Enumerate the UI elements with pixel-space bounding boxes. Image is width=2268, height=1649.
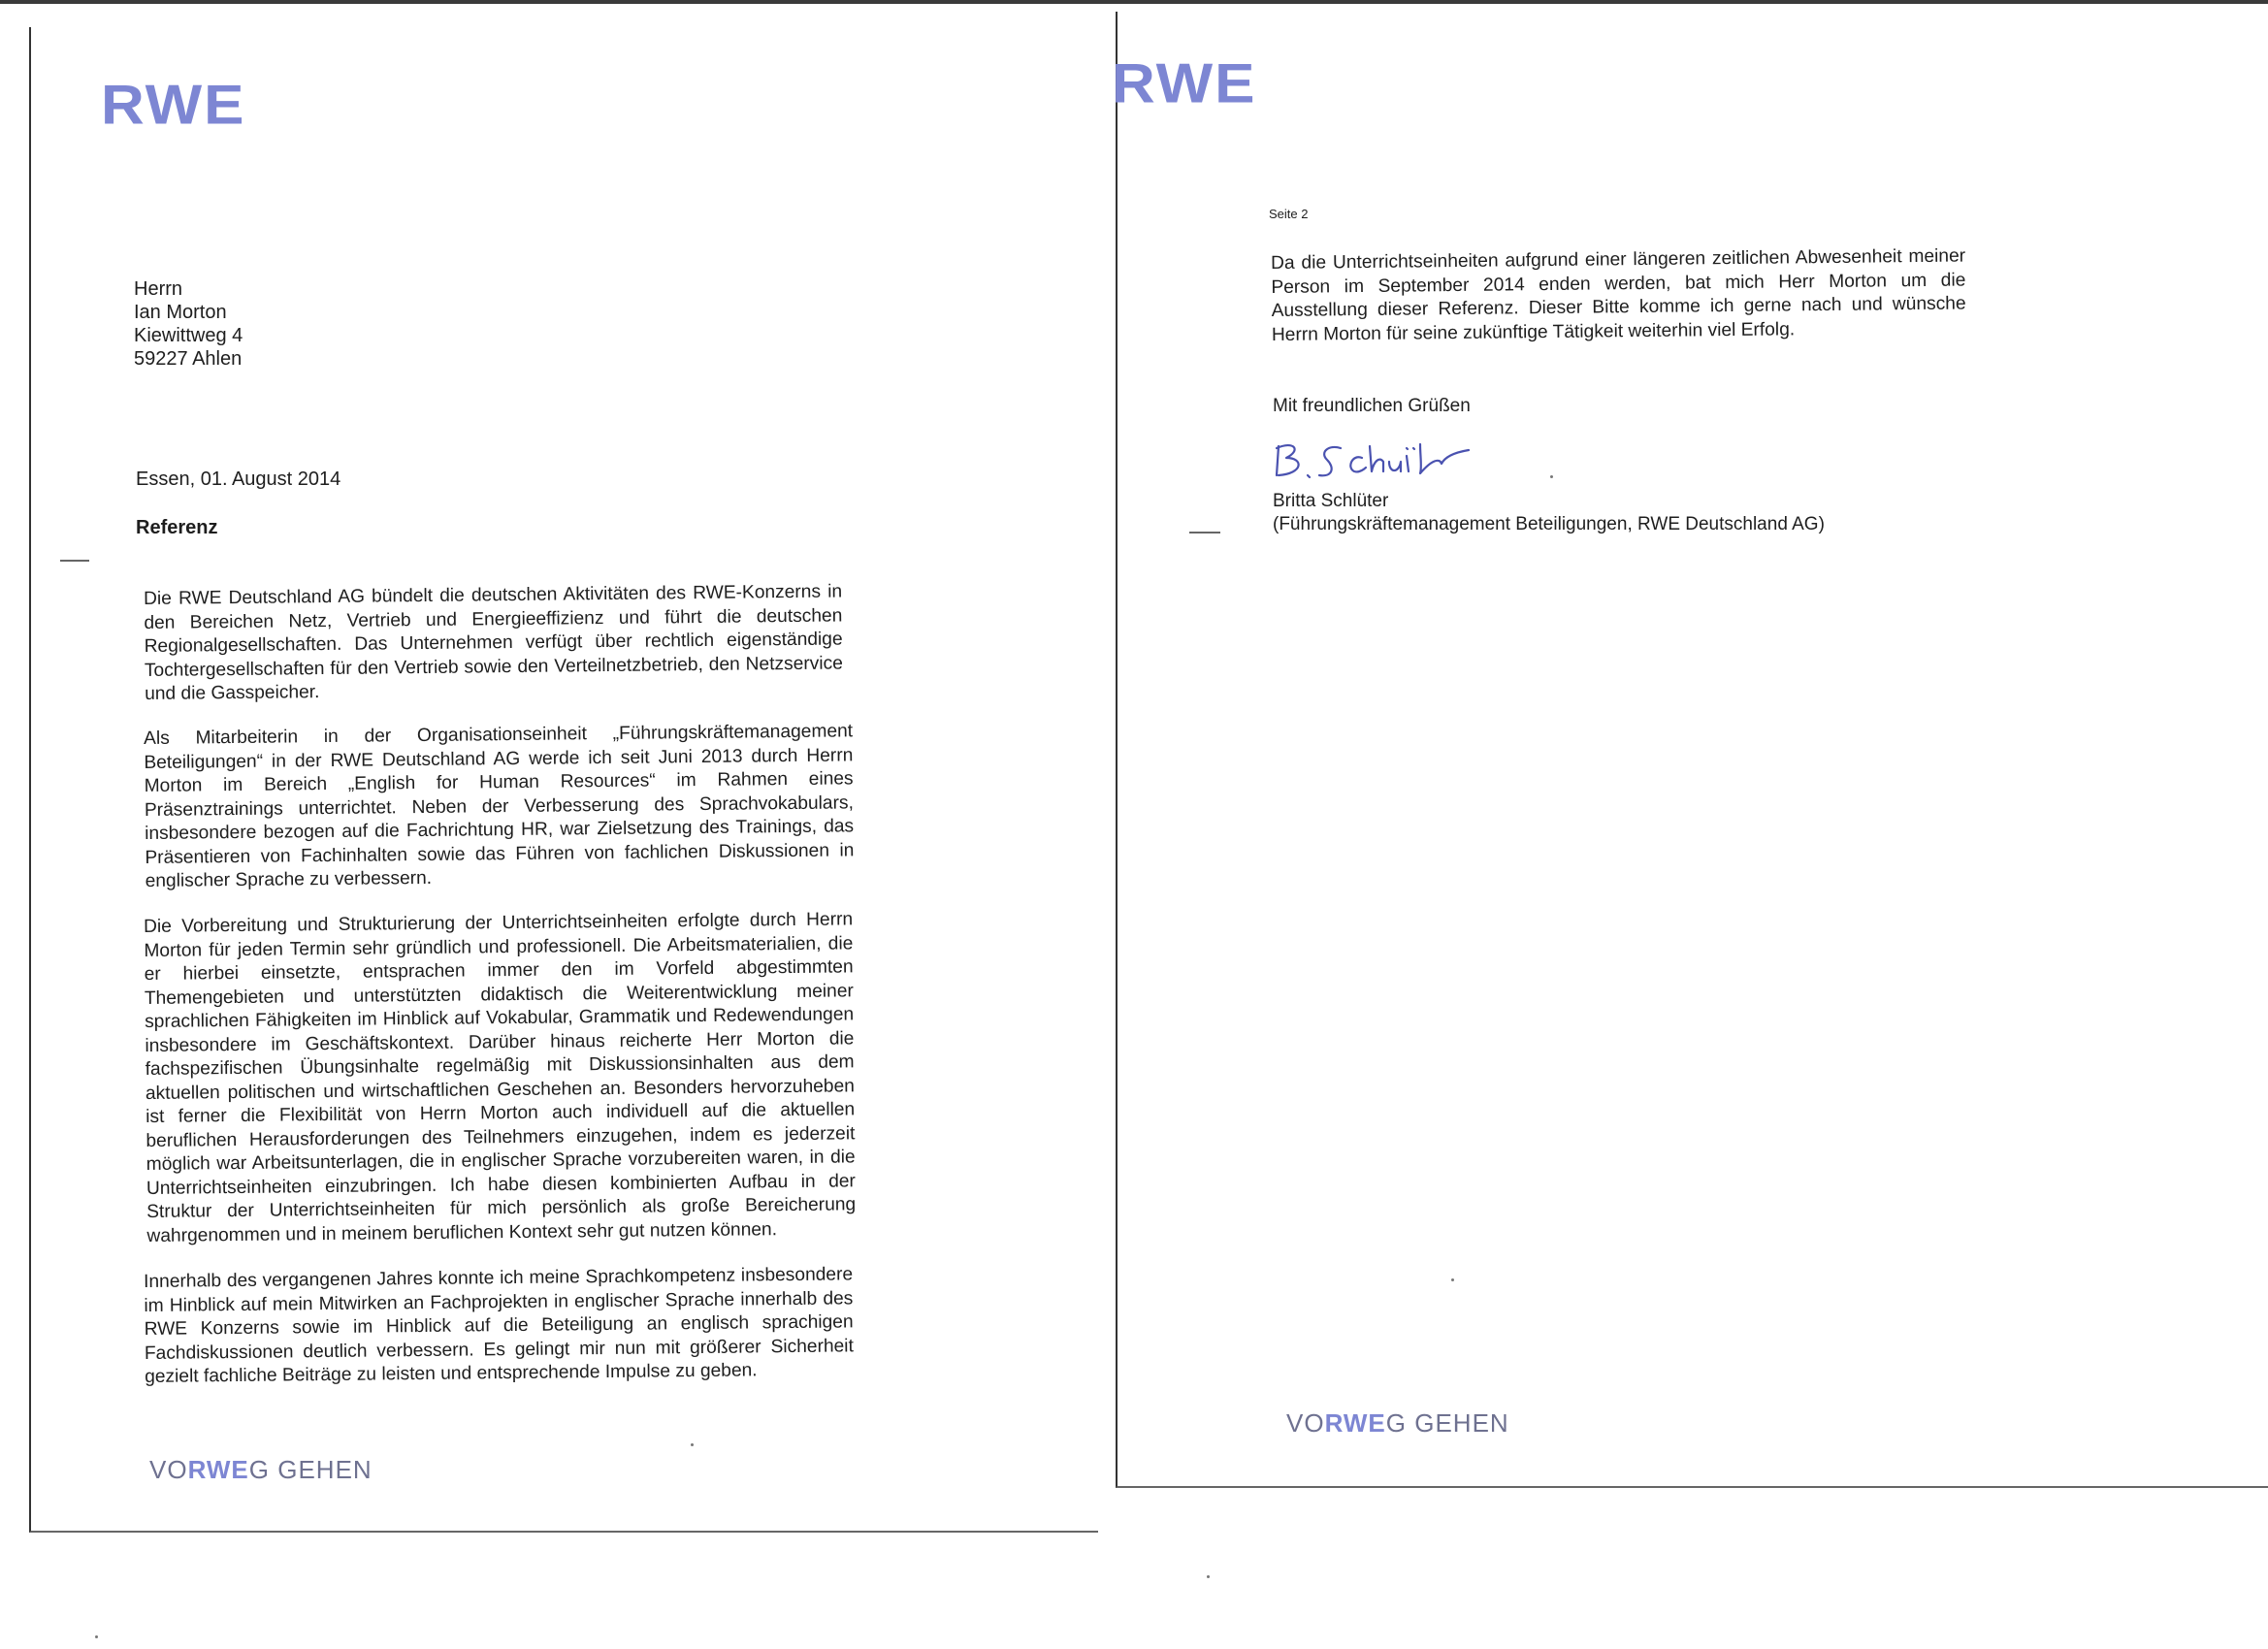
signer-role: (Führungskräftemanagement Beteiligungen, RWE Deutschland AG)	[1273, 514, 1825, 534]
scan-speck	[95, 1635, 98, 1638]
date-line: Essen, 01. August 2014	[136, 469, 341, 490]
scan-speck	[691, 1443, 694, 1446]
scan-speck	[1550, 475, 1553, 478]
slogan-pre: VO	[1286, 1408, 1325, 1438]
scan-speck	[1451, 1278, 1454, 1281]
scan-speck	[1207, 1575, 1210, 1578]
address-line: Herrn	[134, 278, 183, 300]
footer-slogan	[149, 1455, 373, 1485]
body-paragraph: Da die Unterrichtseinheiten aufgrund einer längeren zeitlichen Abwesenheit meiner Person im September 2014 enden werden, bat mich Herr Morton um die Ausstellung dieser Referenz. Dieser Bitte komme ich gerne nach und wünsche Herrn Morton für seine zukünftige Tätigkeit weiterhin viel Erfolg.	[1271, 245, 1966, 345]
fold-mark	[1189, 532, 1220, 534]
slogan-brand: RWE	[1324, 1408, 1386, 1438]
footer-slogan	[1286, 1408, 1509, 1439]
body-paragraph: Die Vorbereitung und Strukturierung der Unterrichtseinheiten erfolgte durch Herrn Morton für jeden Termin sehr gründlich und professionell. Die Arbeitsmaterialien, die er hierbei einsetzte, entsprachen immer den im Vorfeld abgestimmten Themengebieten und unterstützten didaktisch die Weiterentwicklung meiner sprachlichen Fähigkeiten im Hinblick auf Vokabular, Grammatik und Redewendungen insbesondere im Geschäftskontext. Darüber hinaus reicherte Herr Morton die fachspezifischen Übungsinhalte regelmäßig mit Diskussionsinhalten aus dem aktuellen politischen und wirtschaftlichen Geschehen an. Besonders hervorzuheben ist ferner die Flexibilität von Herrn Morton auch individuell auf die aktuellen beruflichen Herausforderungen des Teilnehmers einzugehen, indem es jederzeit möglich war Arbeitsunterlagen, die in englischer Sprache vorzubereiten waren, in die Unterrichtseinheiten einzubringen. Ich habe diesen kombinierten Aufbau in der Struktur der Unterrichtseinheiten für mich persönlich als große Bereicherung wahrgenommen und in meinem beruflichen Kontext sehr gut nutzen können.	[144, 909, 857, 1246]
slogan-post: G GEHEN	[1385, 1408, 1509, 1438]
address-line: Kiewittweg 4	[134, 325, 243, 346]
scan-edge	[0, 0, 2268, 4]
letter-page-2	[1116, 12, 2268, 1488]
slogan-brand: RWE	[187, 1455, 249, 1484]
body-paragraph: Die RWE Deutschland AG bündelt die deutschen Aktivitäten des RWE-Konzerns in den Bereichen Netz, Vertrieb und Energieeffizienz und führt die deutschen Regionalgesellschaften. Das Unternehmen verfügt über rechtlich eigenständige Tochtergesellschaften für den Vertrieb sowie den Verteilnetzbetrieb, den Netzservice und die Gasspeicher.	[144, 581, 843, 704]
recipient-address	[134, 277, 243, 371]
body-paragraph: Innerhalb des vergangenen Jahres konnte ich meine Sprachkompetenz insbesondere im Hinblick auf mein Mitwirken an Fachprojekten in englischer Sprache innerhalb des RWE Konzerns sowie im Hinblick auf die Beteiligung an englisch sprachigen Fachdiskussionen deutlich verbessern. Es gelingt mir nun mit größerer Sicherheit gezielt fachliche Beiträge zu leisten und entsprechende Impulse zu geben.	[144, 1264, 854, 1387]
address-line: Ian Morton	[134, 302, 227, 323]
body-paragraph: Als Mitarbeiterin in der Organisationseinheit „Führungskräftemanagement Beteiligungen“ in der RWE Deutschland AG werde ich seit Juni 2013 durch Herrn Morton im Bereich „English for Human Resources“ im Rahmen eines Präsenztrainings unterrichtet. Neben der Verbesserung des Sprachvokabulars, insbesondere bezogen auf die Fachrichtung HR, war Zielsetzung des Trainings, das Präsentieren von Fachinhalten sowie das Führen von fachlichen Diskussionen in englischer Sprache zu verbessern.	[144, 721, 855, 891]
letter-subject: Referenz	[136, 517, 218, 538]
address-line: 59227 Ahlen	[134, 348, 243, 370]
signer-name: Britta Schlüter	[1273, 491, 1389, 511]
closing-greeting: Mit freundlichen Grüßen	[1273, 396, 1471, 416]
slogan-post: G GEHEN	[248, 1455, 373, 1484]
slogan-pre: VO	[149, 1455, 188, 1484]
rwe-logo: RWE	[101, 74, 246, 137]
signer-block	[1273, 490, 1825, 536]
fold-mark	[60, 560, 89, 562]
rwe-logo: RWE	[1112, 52, 1257, 115]
page-number: Seite 2	[1269, 207, 1309, 221]
handwritten-signature	[1265, 433, 1488, 491]
